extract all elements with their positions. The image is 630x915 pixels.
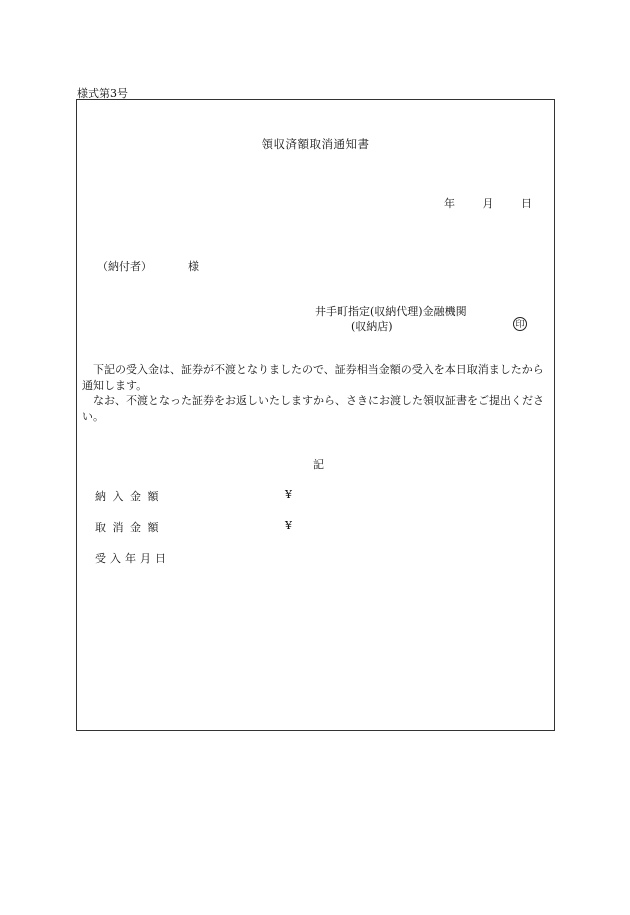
notice-paragraph-2: なお、不渡となった証券をお返しいたしますから、さきにお渡した領収証書をご提出ください。 [82, 394, 544, 423]
notice-body [82, 362, 552, 424]
date-year-label: 年 [444, 197, 455, 210]
issuer-bank: 井手町指定(収納代理)金融機関 [315, 305, 467, 318]
received-amount-label: 納入金額 [95, 490, 165, 503]
cancelled-amount-currency: ¥ [285, 519, 292, 532]
date-month-label: 月 [482, 197, 494, 210]
date-day-label: 日 [521, 197, 532, 210]
form-number: 様式第3号 [77, 87, 128, 100]
ki-heading: 記 [313, 458, 324, 471]
payer-label: （納付者） [97, 260, 152, 273]
document-title: 領収済額取消通知書 [261, 137, 370, 151]
cancelled-amount-label: 取消金額 [95, 521, 165, 534]
notice-paragraph-1: 下記の受入金は、証券が不渡となりましたので、証券相当金額の受入を本日取消ましたから通知します。 [82, 363, 544, 392]
date-row [444, 195, 532, 211]
receipt-date-label: 受入年月日 [95, 552, 170, 565]
received-amount-currency: ¥ [285, 488, 292, 501]
payer-honorific: 様 [188, 260, 199, 273]
seal-icon: 印 [513, 317, 527, 331]
issuer-branch: (収納店) [351, 320, 393, 333]
document-frame [76, 99, 555, 731]
